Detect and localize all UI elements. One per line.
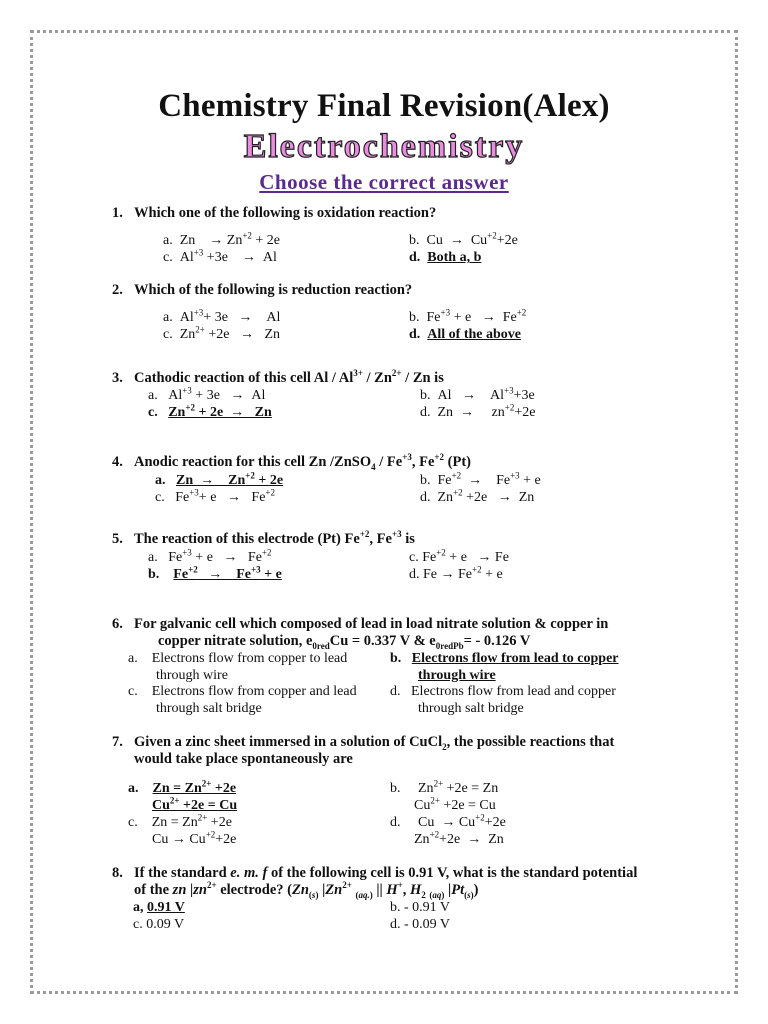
question-7: 7. Given a zinc sheet immersed in a solution of CuCl$_2$, the possible reactions that	[112, 734, 615, 752]
q8-option-d: d. - 0.09 V	[390, 917, 451, 932]
q7-option-c-line-2: $Cu \to Cu^{+2}+2e$	[152, 829, 237, 847]
q4-option-a: a. Zn → $Zn^{+2} + 2e$	[155, 470, 284, 488]
q7-option-a: a. $Zn = Zn^{2+} +2e$	[128, 778, 237, 796]
question-5: 5. The reaction of this electrode (Pt) $Fe^{+2}$, $Fe^{+3}$ is	[112, 529, 415, 547]
page-title: Chemistry Final Revision(Alex)	[158, 88, 610, 124]
q1-option-a: a. Zn → $Zn^{+2} + 2e$	[163, 230, 281, 248]
question-1: 1. Which one of the following is oxidation reaction?	[112, 205, 437, 221]
q7-option-a-line-2: $Cu^{2+} +2e = Cu$	[152, 795, 238, 813]
q6-option-b: b. Electrons flow from lead to copper through wire	[390, 651, 619, 683]
q3-option-c: c. $Zn^{+2} + 2e \to Zn$	[148, 402, 272, 420]
question-2: 2. Which of the following is reduction reaction?	[112, 282, 413, 298]
q5-option-a: a. $Fe^{+3} + e \to Fe^{+2}$	[148, 547, 272, 565]
q7-option-d-line-2: $Zn^{+2}+2e \to Zn$	[414, 829, 504, 847]
q1-option-d: d. Both a, b	[409, 250, 482, 265]
q3-option-b: b. Al → $Al^{+3}+3e$	[420, 385, 535, 403]
question-4: 4. Anodic reaction for this cell Zn /ZnSO$_4$ / $Fe^{+3}$, $Fe^{+2}$ (Pt)	[112, 452, 471, 472]
instruction-heading: Choose the correct answer	[259, 170, 509, 194]
q7-option-b-line-2: $Cu^{2+} +2e = Cu$	[414, 795, 496, 813]
q6-option-d: d. Electrons flow from lead and copper through salt bridge	[390, 684, 616, 716]
q4-option-d: d. $Zn^{+2} +2e \to Zn$	[420, 487, 535, 505]
q8-option-a: a, 0.91 V	[133, 900, 185, 915]
q8-option-c: c. 0.09 V	[133, 917, 185, 932]
q2-option-a: a. $Al^{+3}+ 3e$ → Al	[163, 307, 281, 325]
question-8-line-2: of the zn $|zn^{2+}$ electrode? ($Zn_{(s)}$ $|Zn^{2+}$ $_{(aq.)}$ || H+, $H_2$ $_{(aq)}$ $|Pt_{(s)}$)	[134, 880, 479, 900]
q6-option-c: c. Electrons flow from copper and lead through salt bridge	[128, 684, 357, 716]
q5-option-d: d. $Fe \to Fe^{+2} + e$	[409, 564, 503, 582]
q5-option-b: b. $Fe^{+2}$ → $Fe^{+3} + e$	[148, 564, 282, 582]
q1-option-b: b. $Cu \to Cu^{+2}+2e$	[409, 230, 518, 248]
question-7-line-2: would take place spontaneously are	[134, 751, 353, 767]
q7-option-d: d. $Cu \to Cu^{+2}+2e$	[390, 812, 506, 830]
q7-option-b: b. $Zn^{2+} +2e = Zn$	[390, 778, 499, 796]
q4-option-c: c. $Fe^{+3}+ e \to Fe^{+2}$	[155, 487, 275, 505]
q8-option-b: b. - 0.91 V	[390, 900, 451, 915]
q2-option-b: b. $Fe^{+3} + e \to Fe^{+2}$	[409, 307, 527, 325]
question-6-line-2: copper nitrate solution, $e_{0red}Cu = 0.337$ V & $e_{0redPb}= - 0.126$ V	[158, 633, 531, 651]
question-8: 8. If the standard e. m. f of the following cell is 0.91 V, what is the standard potential	[112, 865, 638, 881]
question-3: 3. Cathodic reaction of this cell Al / $Al^{3+} / Zn^{2+}$ / Zn is	[112, 368, 444, 386]
q5-option-c: c. $Fe^{+2} + e \to Fe$	[409, 547, 509, 565]
question-6: 6. For galvanic cell which composed of lead in load nitrate solution & copper in	[112, 616, 609, 632]
q2-option-d: d. All of the above	[409, 327, 522, 342]
q2-option-c: c. $Zn^{2+} +2e \to Zn$	[163, 324, 281, 342]
q4-option-b: b. $Fe^{+2}$ → $Fe^{+3} + e$	[420, 470, 541, 488]
q7-option-c: c. $Zn = Zn^{2+} +2e$	[128, 812, 232, 830]
page-subtitle: Electrochemistry	[243, 128, 525, 165]
q3-option-a: a. $Al^{+3} + 3e \to Al$	[148, 385, 266, 403]
q3-option-d: d. Zn → $zn^{+2}+2e$	[420, 402, 536, 420]
q6-option-a: a. Electrons flow from copper to lead through wire	[128, 651, 348, 683]
q1-option-c: c. $Al^{+3} +3e$ → Al	[163, 247, 277, 265]
